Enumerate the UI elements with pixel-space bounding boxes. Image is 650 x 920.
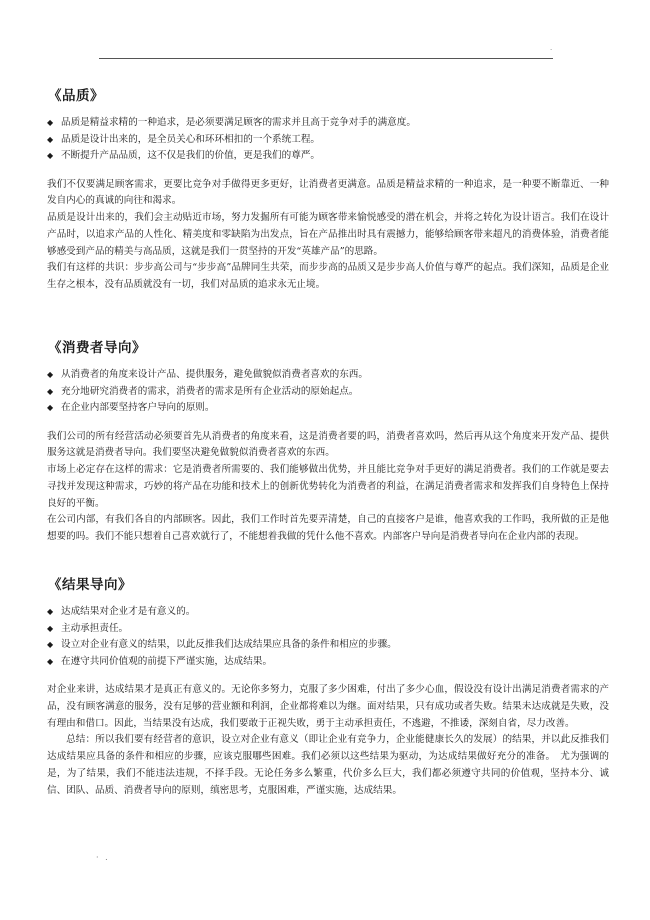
body-paragraph: 品质是设计出来的，我们会主动贴近市场，努力发掘所有可能为顾客带来愉悦感受的潜在机会，并将之转化为设计语言。我们在设计产品时，以追求产品的人性化、精美度和零缺陷为出发点，旨在产品推出时具有震撼力，能够给顾客带来超凡的消费体验，消费者能够感受到产品的精美与高品质，这就是我们一贯坚持的开发“英雄产品”的思路。 (47, 212, 609, 257)
bullet-text: 充分地研究消费者的需求，消费者的需求是所有企业活动的原始起点。 (61, 385, 359, 397)
body-paragraph: 我们公司的所有经营活动必须要首先从消费者的角度来看，这是消费者要的吗，消费者喜欢吗，然后再从这个角度来开发产品、提供服务这就是消费者导向。我们要坚决避免做貌似消费者喜欢的东西。 (47, 430, 609, 459)
diamond-bullet-icon: ◆ (47, 607, 54, 616)
bullet-text: 在遵守共同价值观的前提下严谨实施，达成结果。 (61, 655, 273, 667)
bullet-item (47, 384, 609, 401)
body-paragraph: 我们有这样的共识：步步高公司与“步步高”品牌同生共荣，而步步高的品质又是步步高人价值与尊严的起点。我们深知，品质是企业生存之根本，没有品质就没有一切，我们对品质的追求永无止境。 (47, 262, 609, 291)
bullet-item (47, 115, 609, 132)
body-paragraph: 市场上必定存在这样的需求：它是消费者所需要的、我们能够做出优势，并且能比竞争对手更好的满足消费者。我们的工作就是要去寻找并发现这种需求，巧妙的将产品在功能和技术上的创新优势转化为消费者的利益，在满足消费者需求和发挥我们自身特色上保持良好的平衡。 (47, 464, 609, 509)
bullet-text: 品质是设计出来的，是全员关心和环环相扣的一个系统工程。 (61, 133, 321, 145)
bullet-text: 从消费者的角度来设计产品、提供服务，避免做貌似消费者喜欢的东西。 (61, 369, 368, 380)
bullet-item (47, 621, 609, 638)
bullet-item (47, 400, 609, 417)
section-quality (47, 87, 609, 294)
diamond-bullet-icon: ◆ (47, 656, 54, 666)
bullet-list (47, 367, 609, 417)
body-paragraph: 对企业来讲，达成结果才是真正有意义的。无论你多努力，克服了多少困难，付出了多少心血，假设没有设计出满足消费者需求的产品，没有顾客满意的服务，没有足够的营业额和利润，企业都将难以为继。面对结果，只有成功或者失败。结果未达成就是失败，没有理由和借口。因此，当结果没有达成，我们要敢于正视失败，勇于主动承担责任，不逃避，不推诿，深刻自省，尽力改善。 (47, 684, 609, 729)
section-result-orientation (47, 576, 609, 800)
section-title: 《结果导向》 (48, 577, 132, 593)
section-title: 《消费者导向》 (48, 340, 146, 356)
bullet-text: 主动承担责任。 (61, 622, 129, 634)
bullet-item (47, 367, 609, 384)
bullet-item (47, 148, 609, 165)
diamond-bullet-icon: ◆ (47, 640, 54, 649)
diamond-bullet-icon: ◆ (47, 151, 54, 160)
summary-paragraph: 总结：所以我们要有经营者的意识，设立对企业有意义（即让企业有竞争力，企业能健康长久的发展）的结果，并以此反推我们达成结果应具备的条件和相应的步骤，应该克服哪些困难。我们必须以这些结果为驱动，为达成结果做好充分的准备。 尤为强调的是，为了结果，我们不能违法违规，不择手段。无论任务多么繁重，代价多么巨大，我们都必须遵守共同的价值观，坚持本分、诚信、团队、品质、消费者导向的原则，缜密思考，克服困难，严谨实施，达成结果。 (47, 734, 609, 796)
bullet-item (47, 604, 609, 621)
bullet-list (47, 115, 609, 165)
bullet-list (47, 604, 609, 670)
bullet-item (47, 654, 609, 671)
footer-mark: · . (96, 853, 110, 862)
bullet-text: 设立对企业有意义的结果，以此反推我们达成结果应具备的条件和相应的步骤。 (61, 639, 397, 650)
bullet-item (47, 637, 609, 654)
bullet-text: 品质是精益求精的一种追求，是必须要满足顾客的需求并且高于竞争对手的满意度。 (61, 117, 416, 128)
section-title: 《品质》 (48, 88, 104, 104)
diamond-bullet-icon: ◆ (47, 623, 54, 633)
section-consumer-orientation (47, 339, 609, 546)
corner-mark: · (550, 46, 553, 54)
bullet-text: 在企业内部要坚持客户导向的原则。 (61, 402, 215, 413)
body-paragraph: 我们不仅要满足顾客需求，更要比竞争对手做得更多更好，让消费者更满意。品质是精益求精的一种追求，是一种要不断靠近、一种发自内心的真诚的向往和渴求。 (47, 178, 609, 207)
bullet-text: 不断提升产品品质，这不仅是我们的价值，更是我们的尊严。 (61, 150, 321, 161)
diamond-bullet-icon: ◆ (47, 403, 54, 412)
diamond-bullet-icon: ◆ (47, 118, 54, 127)
body-paragraph: 在公司内部，有我们各自的内部顾客。因此，我们工作时首先要弄清楚，自己的直接客户是谁，他喜欢我的工作吗，我所做的正是他想要的吗。我们不能只想着自己喜欢就行了，不能想着我做的凭什么他不喜欢。内部客户导向是消费者导向在企业内部的表现。 (47, 514, 609, 543)
header-rule (99, 58, 553, 59)
diamond-bullet-icon: ◆ (47, 134, 54, 144)
diamond-bullet-icon: ◆ (47, 386, 54, 396)
diamond-bullet-icon: ◆ (47, 370, 54, 379)
bullet-text: 达成结果对企业才是有意义的。 (61, 606, 196, 617)
bullet-item (47, 132, 609, 149)
